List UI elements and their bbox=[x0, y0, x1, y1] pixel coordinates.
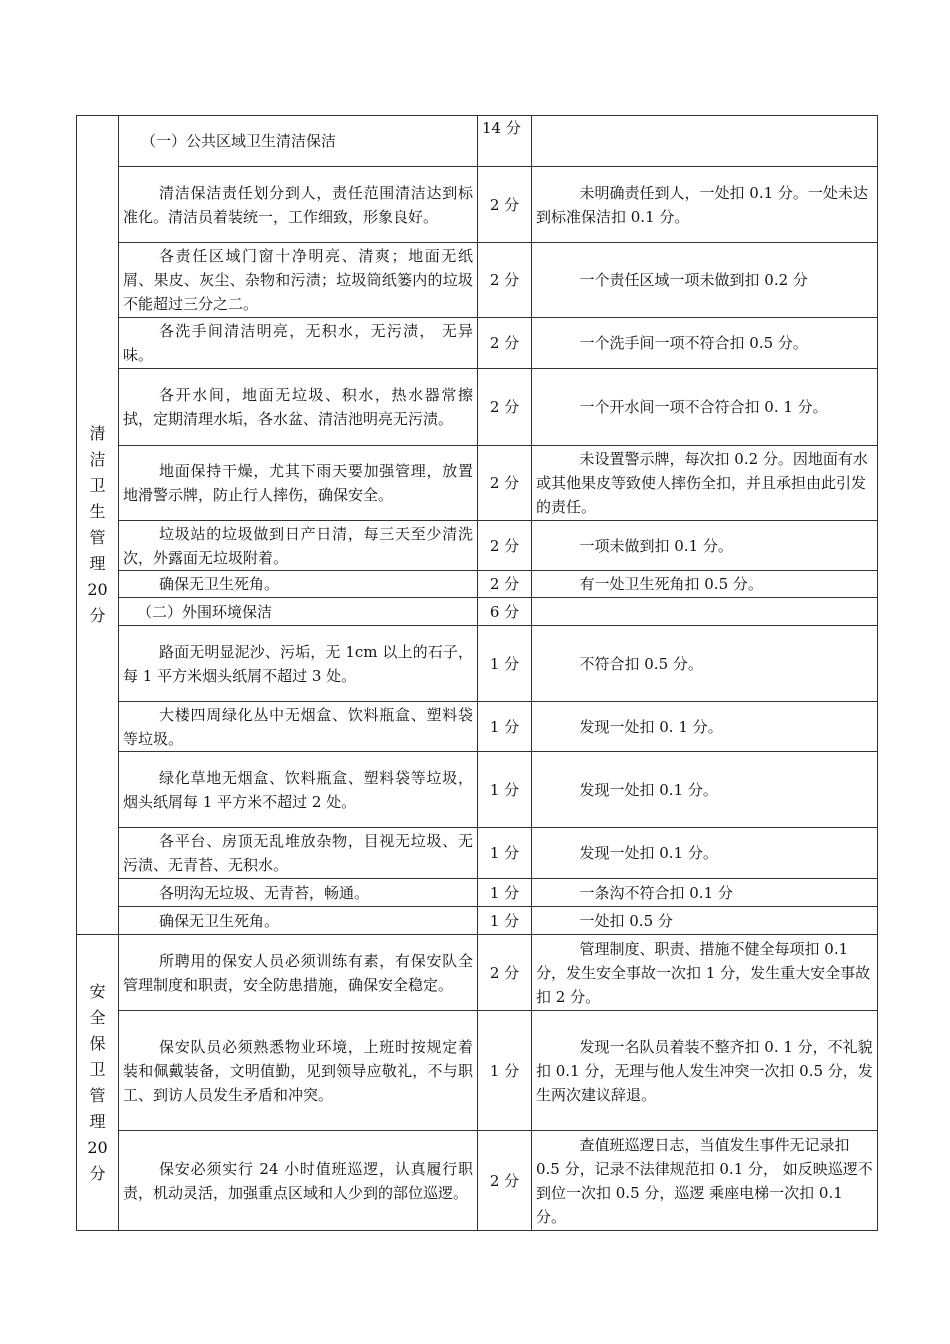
score-cell: 14 分 bbox=[478, 116, 532, 167]
table-row bbox=[77, 571, 878, 598]
table-row bbox=[77, 116, 878, 167]
item-cell: 绿化草地无烟盒、饮料瓶盒、塑料袋等垃圾，烟头纸屑每 1 平方米不超过 2 处。 bbox=[119, 752, 478, 828]
item-cell: 确保无卫生死角。 bbox=[119, 571, 478, 598]
standard-cell: 发现一处扣 0.1 分。 bbox=[532, 828, 878, 879]
table-row bbox=[77, 167, 878, 243]
standard-cell: 一条沟不符合扣 0.1 分 bbox=[532, 879, 878, 907]
score-cell: 2 分 bbox=[478, 369, 532, 446]
category-label: 清 洁 卫 生 管 理 20 分 bbox=[87, 424, 108, 625]
standard-cell: 发现一名队员着装不整齐扣 0. 1 分，不礼貌扣 0.1 分，无理与他人发生冲突一次扣 0.5 分，发生两次建议辞退。 bbox=[532, 1011, 878, 1131]
category-cell bbox=[77, 116, 119, 935]
table-row bbox=[77, 1011, 878, 1131]
item-cell: 保安队员必须熟悉物业环境，上班时按规定着装和佩戴装备，文明值勤，见到领导应敬礼，不与职工、到访人员发生矛盾和冲突。 bbox=[119, 1011, 478, 1131]
category-cell bbox=[77, 935, 119, 1231]
standard-cell: 未明确责任到人，一处扣 0.1 分。一处未达到标准保洁扣 0.1 分。 bbox=[532, 167, 878, 243]
item-cell: 各开水间，地面无垃圾、积水，热水器常擦拭，定期清理水垢，各水盆、清洁池明亮无污渍。 bbox=[119, 369, 478, 446]
item-cell: 确保无卫生死角。 bbox=[119, 907, 478, 935]
item-cell: 各责任区域门窗十净明亮、清爽；地面无纸屑、果皮、灰尘、杂物和污渍；垃圾筒纸篓内的垃圾不能超过三分之二。 bbox=[119, 243, 478, 318]
standard-cell: 不符合扣 0.5 分。 bbox=[532, 626, 878, 702]
standard-cell: 发现一处扣 0. 1 分。 bbox=[532, 702, 878, 752]
score-cell: 2 分 bbox=[478, 1131, 532, 1231]
table-row bbox=[77, 521, 878, 571]
score-cell: 2 分 bbox=[478, 243, 532, 318]
score-cell: 1 分 bbox=[478, 879, 532, 907]
score-cell: 2 分 bbox=[478, 571, 532, 598]
item-cell: 各平台、房顶无乱堆放杂物，目视无垃圾、无污渍、无青苔、无积水。 bbox=[119, 828, 478, 879]
standard-cell: 一处扣 0.5 分 bbox=[532, 907, 878, 935]
item-cell: 各明沟无垃圾、无青苔，畅通。 bbox=[119, 879, 478, 907]
section-heading: （一）公共区域卫生清洁保洁 bbox=[119, 116, 478, 167]
score-cell: 2 分 bbox=[478, 318, 532, 369]
score-cell: 2 分 bbox=[478, 935, 532, 1011]
item-cell: 所聘用的保安人员必须训练有素，有保安队全管理制度和职责，安全防患措施，确保安全稳定。 bbox=[119, 935, 478, 1011]
score-cell: 2 分 bbox=[478, 167, 532, 243]
standard-cell bbox=[532, 116, 878, 167]
item-cell: 垃圾站的垃圾做到日产日清，每三天至少清洗次，外露面无垃圾附着。 bbox=[119, 521, 478, 571]
standard-cell: 管理制度、职责、措施不健全每项扣 0.1 分，发生安全事故一次扣 1 分，发生重大安全事故扣 2 分。 bbox=[532, 935, 878, 1011]
section-heading: （二）外围环境保洁 bbox=[119, 598, 478, 626]
item-cell: 保安必须实行 24 小时值班巡逻，认真履行职责，机动灵活，加强重点区域和人少到的部位巡逻。 bbox=[119, 1131, 478, 1231]
table-row bbox=[77, 702, 878, 752]
standard-cell: 有一处卫生死角扣 0.5 分。 bbox=[532, 571, 878, 598]
table-row bbox=[77, 879, 878, 907]
score-cell: 2 分 bbox=[478, 521, 532, 571]
item-cell: 清洁保洁责任划分到人，责任范围清洁达到标准化。清洁员着装统一，工作细致，形象良好。 bbox=[119, 167, 478, 243]
table-row bbox=[77, 935, 878, 1011]
table-row bbox=[77, 828, 878, 879]
standard-cell: 未设置警示牌，每次扣 0.2 分。因地面有水或其他果皮等致使人摔伤全扣，并且承担由此引发的责任。 bbox=[532, 446, 878, 521]
score-cell: 1 分 bbox=[478, 752, 532, 828]
table-row bbox=[77, 369, 878, 446]
standard-cell: 一个开水间一项不合符合扣 0. 1 分。 bbox=[532, 369, 878, 446]
table-row bbox=[77, 243, 878, 318]
table-row bbox=[77, 1131, 878, 1231]
table-row bbox=[77, 907, 878, 935]
table-row bbox=[77, 752, 878, 828]
item-cell: 路面无明显泥沙、污垢，无 1cm 以上的石子，每 1 平方米烟头纸屑不超过 3 处。 bbox=[119, 626, 478, 702]
standard-cell: 查值班巡逻日志，当值发生事件无记录扣 0.5 分，记录不法律规范扣 0.1 分， 如反映巡逻不到位一次扣 0.5 分，巡逻 乘座电梯一次扣 0.1 分。 bbox=[532, 1131, 878, 1231]
score-cell: 1 分 bbox=[478, 702, 532, 752]
table-row bbox=[77, 318, 878, 369]
standard-cell: 一个洗手间一项不符合扣 0.5 分。 bbox=[532, 318, 878, 369]
score-cell: 1 分 bbox=[478, 1011, 532, 1131]
score-cell: 1 分 bbox=[478, 828, 532, 879]
standard-cell: 一个责任区域一项未做到扣 0.2 分 bbox=[532, 243, 878, 318]
table-row bbox=[77, 598, 878, 626]
item-cell: 各洗手间清洁明亮，无积水，无污渍， 无异味。 bbox=[119, 318, 478, 369]
assessment-table bbox=[76, 115, 878, 1231]
standard-cell: 发现一处扣 0.1 分。 bbox=[532, 752, 878, 828]
standard-cell: 一项未做到扣 0.1 分。 bbox=[532, 521, 878, 571]
item-cell: 大楼四周绿化丛中无烟盒、饮料瓶盒、塑料袋等垃圾。 bbox=[119, 702, 478, 752]
score-cell: 1 分 bbox=[478, 626, 532, 702]
table-row bbox=[77, 446, 878, 521]
standard-cell bbox=[532, 598, 878, 626]
category-label: 安 全 保 卫 管 理 20 分 bbox=[87, 981, 108, 1183]
score-cell: 1 分 bbox=[478, 907, 532, 935]
score-cell: 2 分 bbox=[478, 446, 532, 521]
table-row bbox=[77, 626, 878, 702]
score-cell: 6 分 bbox=[478, 598, 532, 626]
item-cell: 地面保持干燥，尤其下雨天要加强管理，放置地滑警示牌，防止行人摔伤，确保安全。 bbox=[119, 446, 478, 521]
